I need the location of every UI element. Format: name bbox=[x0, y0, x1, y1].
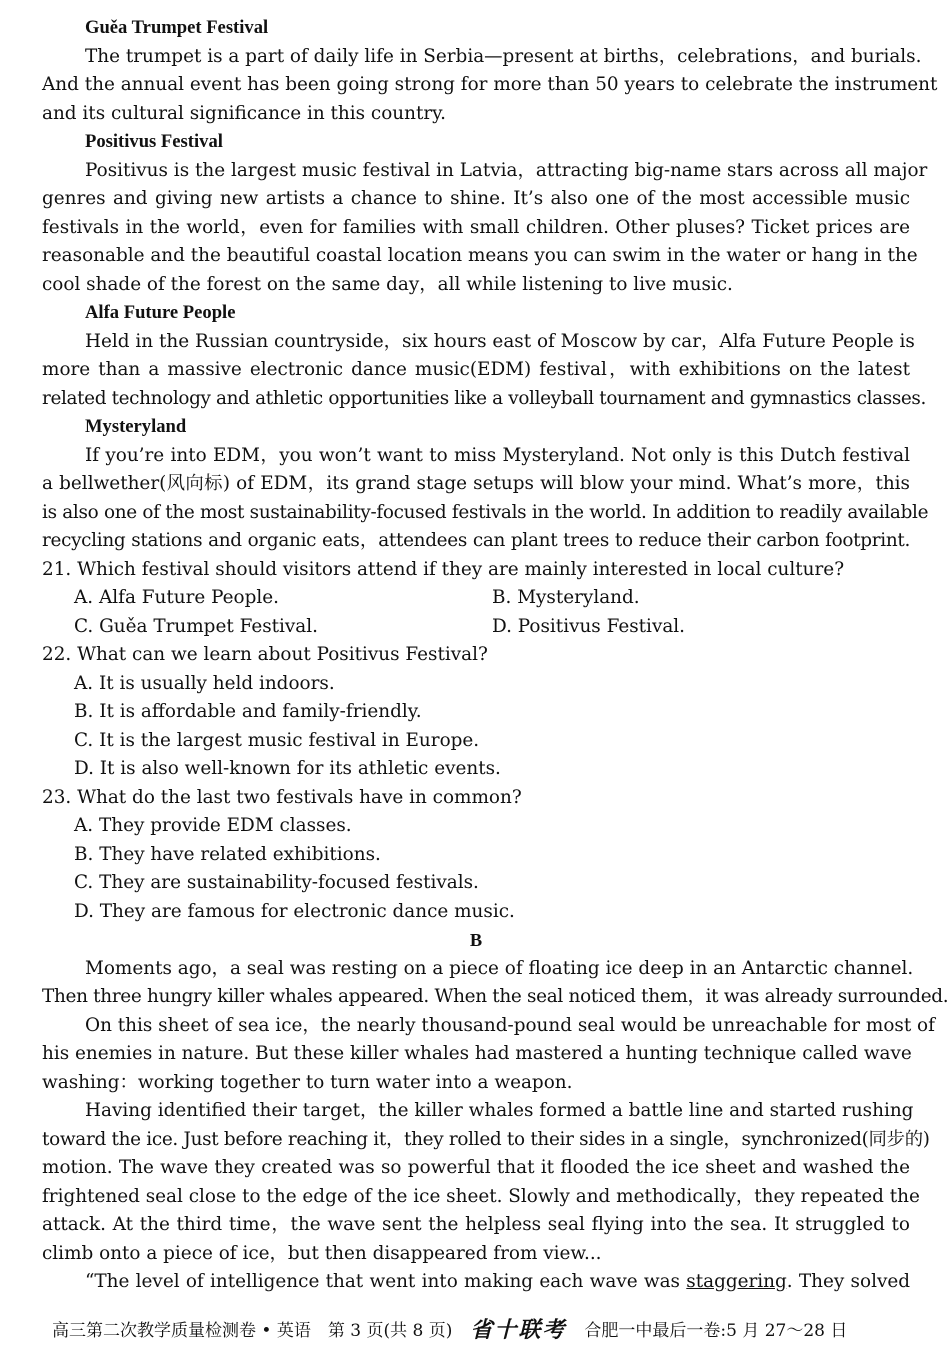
option-21-b: B. Mysteryland. bbox=[492, 587, 640, 608]
question-23: 23. What do the last two festivals have in common? bbox=[42, 786, 522, 808]
text-line: a bellwether(风向标) of EDM，its grand stage setups will blow your mind. What’s more，this bbox=[42, 473, 910, 494]
exam-logo: 省十联考 bbox=[470, 1318, 567, 1343]
text-line: toward the ice. Just before reaching it，they rolled to their sides in a single，synchronized(同步的) bbox=[42, 1128, 930, 1150]
text-line: climb onto a piece of ice，but then disappeared from view... bbox=[42, 1242, 602, 1264]
page-footer bbox=[52, 1319, 902, 1343]
option-21-c: C. Guěa Trumpet Festival. bbox=[74, 615, 318, 637]
option-23-d: D. They are famous for electronic dance music. bbox=[74, 900, 515, 922]
text-line: The trumpet is a part of daily life in Serbia—present at births，celebrations，and burials. bbox=[85, 45, 922, 67]
section-heading: Guěa Trumpet Festival bbox=[85, 17, 269, 38]
question-21: 21. Which festival should visitors attend if they are mainly interested in local culture? bbox=[42, 558, 845, 580]
text-fragment: “The level of intelligence that went into making each wave was bbox=[85, 1271, 687, 1292]
option-22-d: D. It is also well-known for its athletic events. bbox=[74, 758, 501, 779]
option-22-b: B. It is affordable and family-friendly. bbox=[74, 701, 422, 722]
option-23-a: A. They provide EDM classes. bbox=[74, 815, 352, 836]
option-23-b: B. They have related exhibitions. bbox=[74, 843, 381, 865]
text-line: attack. At the third time，the wave sent the helpless seal flying into the sea. It struggled to bbox=[42, 1214, 910, 1235]
text-line: Positivus is the largest music festival in Latvia，attracting big-name stars across all major bbox=[85, 159, 928, 181]
text-line: recycling stations and organic eats，attendees can plant trees to reduce their carbon footprint. bbox=[42, 530, 910, 551]
text-line: Moments ago，a seal was resting on a piece of floating ice deep in an Antarctic channel. bbox=[85, 957, 914, 979]
text-line bbox=[42, 1268, 910, 1297]
section-heading: Positivus Festival bbox=[85, 131, 223, 152]
text-line: Having identified their target，the killer whales formed a battle line and started rushing bbox=[85, 1100, 914, 1121]
option-23-c: C. They are sustainability-focused festivals. bbox=[74, 872, 479, 893]
text-line: is also one of the most sustainability-focused festivals in the world. In addition to readily available bbox=[42, 501, 929, 523]
footer-right: 合肥一中最后一卷:5 月 27～28 日 bbox=[584, 1321, 848, 1341]
options-row bbox=[42, 613, 910, 642]
text-line: frightened seal close to the edge of the ice sheet. Slowly and methodically，they repeated the bbox=[42, 1185, 920, 1207]
text-line: Then three hungry killer whales appeared. When the seal noticed them，it was already surrounded. bbox=[42, 986, 949, 1007]
text-line: motion. The wave they created was so powerful that it flooded the ice sheet and washed the bbox=[42, 1157, 910, 1178]
option-21-a: A. Alfa Future People. bbox=[74, 587, 279, 608]
text-line: more than a massive electronic dance music(EDM) festival，with exhibitions on the latest bbox=[42, 359, 910, 380]
options-row bbox=[42, 584, 910, 613]
text-line: reasonable and the beautiful coastal location means you can swim in the water or hang in the bbox=[42, 245, 918, 266]
text-line: cool shade of the forest on the same day，all while listening to live music. bbox=[42, 273, 733, 295]
exam-page bbox=[42, 14, 949, 1297]
passage-label: B bbox=[469, 930, 483, 950]
text-line: related technology and athletic opportunities like a volleyball tournament and gymnastics classes. bbox=[42, 387, 927, 409]
text-line: his enemies in nature. But these killer whales had mastered a hunting technique called wave bbox=[42, 1043, 912, 1064]
text-line: On this sheet of sea ice，the nearly thousand-pound seal would be unreachable for most of bbox=[85, 1014, 935, 1036]
text-fragment: . They solved bbox=[786, 1271, 910, 1292]
text-line: washing：working together to turn water into a weapon. bbox=[42, 1071, 573, 1093]
underlined-word: staggering bbox=[686, 1271, 787, 1292]
section-heading: Alfa Future People bbox=[85, 302, 236, 323]
text-line: genres and giving new artists a chance to shine. It’s also one of the most accessible music bbox=[42, 188, 910, 209]
text-line: festivals in the world，even for families with small children. Other pluses? Ticket prices are bbox=[42, 216, 910, 238]
footer-left: 高三第二次教学质量检测卷 • 英语 第 3 页(共 8 页) bbox=[52, 1321, 453, 1341]
option-22-a: A. It is usually held indoors. bbox=[74, 672, 335, 694]
text-line: and its cultural significance in this country. bbox=[42, 102, 446, 124]
option-21-d: D. Positivus Festival. bbox=[492, 615, 686, 637]
text-line: If you’re into EDM，you won’t want to miss Mysteryland. Not only is this Dutch festival bbox=[85, 444, 910, 466]
question-22: 22. What can we learn about Positivus Festival? bbox=[42, 644, 488, 665]
text-line: Held in the Russian countryside，six hours east of Moscow by car，Alfa Future People is bbox=[85, 330, 915, 352]
option-22-c: C. It is the largest music festival in Europe. bbox=[74, 729, 480, 751]
section-heading: Mysteryland bbox=[85, 416, 187, 437]
text-line: And the annual event has been going strong for more than 50 years to celebrate the instrument bbox=[42, 74, 938, 95]
